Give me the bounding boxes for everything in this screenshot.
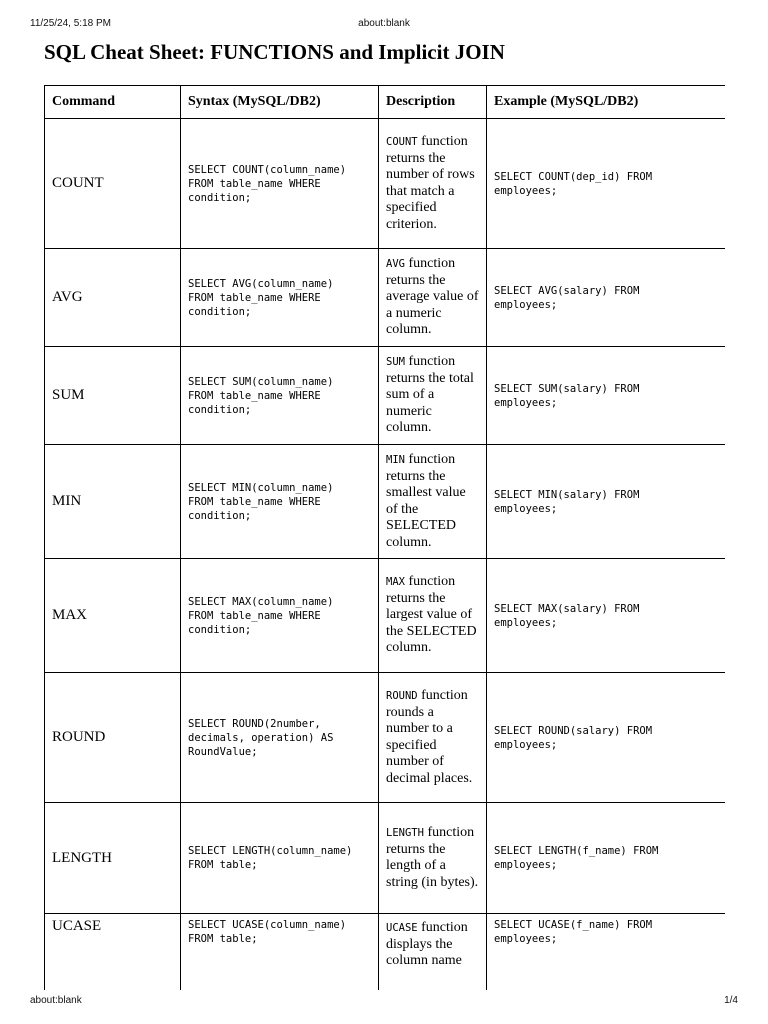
- description-text: function returns the number of rows that match a specified criterion.: [386, 134, 475, 232]
- example-cell: SELECT SUM(salary) FROM employees;: [487, 347, 726, 445]
- command-cell: COUNT: [45, 119, 181, 249]
- syntax-cell: SELECT MIN(column_name) FROM table_name WHERE condition;: [181, 445, 379, 559]
- command-cell: MIN: [45, 445, 181, 559]
- description-keyword: MAX: [386, 576, 405, 589]
- description-keyword: ROUND: [386, 690, 418, 702]
- table-header-row: [45, 86, 726, 119]
- syntax-cell: SELECT MAX(column_name) FROM table_name WHERE condition;: [181, 559, 379, 673]
- command-cell: MAX: [45, 559, 181, 673]
- cheat-sheet-table-wrapper: [44, 85, 725, 990]
- description-text: function displays the column name: [386, 920, 468, 968]
- syntax-cell: SELECT SUM(column_name) FROM table_name WHERE condition;: [181, 347, 379, 445]
- example-cell: SELECT ROUND(salary) FROM employees;: [487, 673, 726, 803]
- description-text: function returns the total sum of a numeric column.: [386, 354, 474, 436]
- example-cell: SELECT MIN(salary) FROM employees;: [487, 445, 726, 559]
- description-cell: [379, 673, 487, 803]
- description-keyword: LENGTH: [386, 827, 424, 839]
- syntax-cell: SELECT COUNT(column_name) FROM table_name WHERE condition;: [181, 119, 379, 249]
- example-cell: SELECT AVG(salary) FROM employees;: [487, 249, 726, 347]
- description-cell: [379, 803, 487, 914]
- description-text: function returns the largest value of the SELECTED column.: [386, 574, 477, 656]
- table-row: [45, 249, 726, 347]
- column-header-command: Command: [45, 86, 181, 119]
- description-text: function returns the smallest value of the SELECTED column.: [386, 452, 466, 550]
- command-cell: AVG: [45, 249, 181, 347]
- description-cell: [379, 445, 487, 559]
- table-row: [45, 347, 726, 445]
- table-row: [45, 445, 726, 559]
- table-row: [45, 914, 726, 991]
- example-cell: SELECT COUNT(dep_id) FROM employees;: [487, 119, 726, 249]
- description-keyword: COUNT: [386, 136, 418, 148]
- print-header-url: about:blank: [358, 18, 410, 29]
- example-cell: SELECT UCASE(f_name) FROM employees;: [487, 914, 726, 991]
- table-row: [45, 803, 726, 914]
- syntax-cell: SELECT UCASE(column_name) FROM table;: [181, 914, 379, 991]
- table-row: [45, 559, 726, 673]
- description-text: function returns the length of a string (in bytes).: [386, 825, 479, 890]
- description-keyword: MIN: [386, 454, 405, 466]
- page-number: 1/4: [724, 995, 738, 1006]
- command-cell: ROUND: [45, 673, 181, 803]
- description-cell: [379, 914, 487, 991]
- description-cell: [379, 119, 487, 249]
- syntax-cell: SELECT LENGTH(column_name) FROM table;: [181, 803, 379, 914]
- syntax-cell: SELECT ROUND(2number, decimals, operation) AS RoundValue;: [181, 673, 379, 803]
- command-cell: SUM: [45, 347, 181, 445]
- description-text: function rounds a number to a specified number of decimal places.: [386, 688, 473, 786]
- description-keyword: UCASE: [386, 922, 418, 934]
- page-title: SQL Cheat Sheet: FUNCTIONS and Implicit JOIN: [44, 40, 505, 64]
- column-header-description: Description: [379, 86, 487, 119]
- table-row: [45, 119, 726, 249]
- cheat-sheet-table: [44, 85, 725, 990]
- description-text: function returns the average value of a numeric column.: [386, 256, 479, 338]
- column-header-example: Example (MySQL/DB2): [487, 86, 726, 119]
- print-timestamp: 11/25/24, 5:18 PM: [30, 18, 111, 29]
- example-cell: SELECT MAX(salary) FROM employees;: [487, 559, 726, 673]
- syntax-cell: SELECT AVG(column_name) FROM table_name WHERE condition;: [181, 249, 379, 347]
- example-cell: SELECT LENGTH(f_name) FROM employees;: [487, 803, 726, 914]
- command-cell: LENGTH: [45, 803, 181, 914]
- description-cell: [379, 347, 487, 445]
- table-row: [45, 673, 726, 803]
- description-cell: [379, 559, 487, 673]
- command-cell: UCASE: [45, 914, 181, 991]
- description-keyword: AVG: [386, 258, 405, 271]
- description-cell: [379, 249, 487, 347]
- description-keyword: SUM: [386, 356, 405, 369]
- column-header-syntax: Syntax (MySQL/DB2): [181, 86, 379, 119]
- print-footer-url: about:blank: [30, 995, 82, 1006]
